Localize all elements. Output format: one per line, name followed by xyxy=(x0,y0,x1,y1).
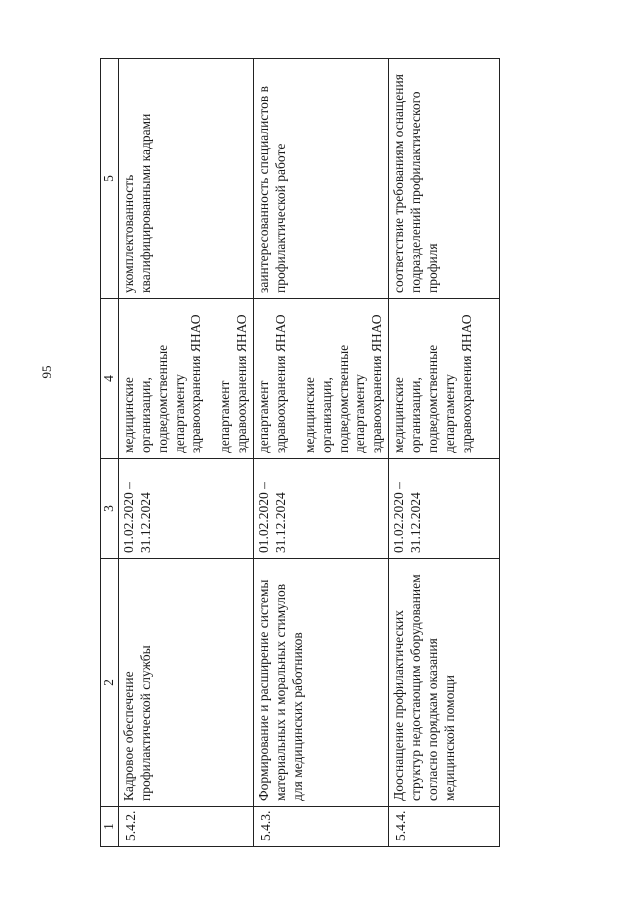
header-col-3: 3 xyxy=(101,459,119,559)
executor-secondary: медицинские организации, подведомственные департаменту здравоохранения ЯНАО xyxy=(301,314,385,453)
table-row xyxy=(389,59,500,847)
rotated-table-frame xyxy=(100,59,474,847)
executors-cell xyxy=(389,299,500,459)
result-cell: заинтересованность специалистов в профилактической работе xyxy=(254,59,389,299)
header-col-4: 4 xyxy=(101,299,119,459)
row-number: 5.4.4. xyxy=(389,807,500,847)
page-number: 95 xyxy=(39,365,54,379)
executors-cell xyxy=(254,299,389,459)
header-col-5: 5 xyxy=(101,59,119,299)
measure-cell: Кадровое обеспечение профилактической службы xyxy=(118,559,253,807)
table-row xyxy=(254,59,389,847)
executor-secondary: департамент здравоохранения ЯНАО xyxy=(217,314,250,453)
header-col-1: 1 xyxy=(101,807,119,847)
table-row xyxy=(118,59,253,847)
executors-cell xyxy=(118,299,253,459)
period-cell: 01.02.2020 – 31.12.2024 xyxy=(118,459,253,559)
measure-cell: Дооснащение профилактических структур недостающим оборудованием согласно порядкам оказания медицинской помощи xyxy=(389,559,500,807)
header-col-2: 2 xyxy=(101,559,119,807)
measures-table xyxy=(100,58,500,847)
table-container xyxy=(100,59,640,841)
executor-primary: департамент здравоохранения ЯНАО xyxy=(256,314,288,453)
header-row xyxy=(101,59,119,847)
period-cell: 01.02.2020 – 31.12.2024 xyxy=(389,459,500,559)
measure-cell: Формирование и расширение системы материальных и моральных стимулов для медицинских работников xyxy=(254,559,389,807)
executor-primary: медицинские организации, подведомственные департаменту здравоохранения ЯНАО xyxy=(391,314,474,453)
result-cell: соответствие требованиям оснащения подразделений профилактического профиля xyxy=(389,59,500,299)
row-number: 5.4.3. xyxy=(254,807,389,847)
row-number: 5.4.2. xyxy=(118,807,253,847)
period-cell: 01.02.2020 – 31.12.2024 xyxy=(254,459,389,559)
executor-primary: медицинские организации, подведомственные департаменту здравоохранения ЯНАО xyxy=(120,314,204,453)
result-cell: укомплектованность квалифицированными кадрами xyxy=(118,59,253,299)
